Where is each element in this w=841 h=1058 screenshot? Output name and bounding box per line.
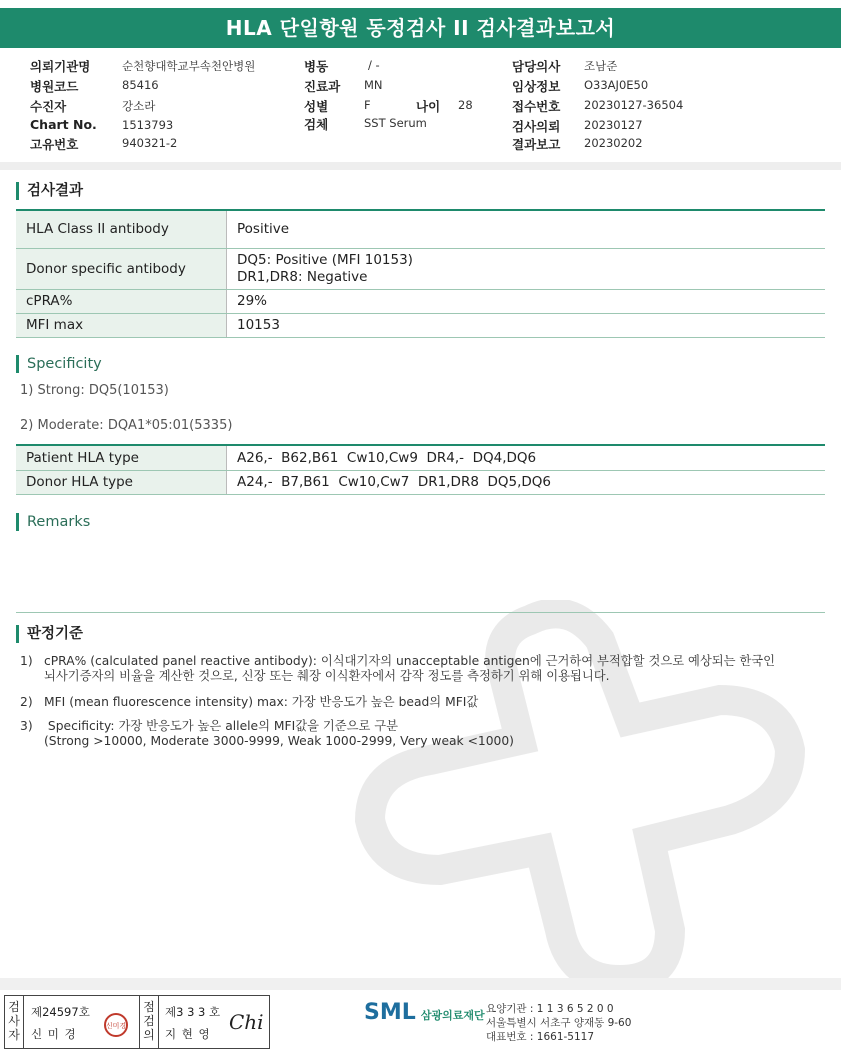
header-value: 940321-2 [122,136,178,150]
criteria-number: 1) [20,654,33,668]
table-row [16,289,825,313]
remarks-section-title: Remarks [16,513,90,531]
row-value: A24,- B7,B61 Cw10,Cw7 DR1,DR8 DQ5,DQ6 [227,470,826,494]
tester-seal-icon [103,1012,129,1038]
header-value: 20230202 [584,136,643,150]
patient-header [0,52,841,162]
header-value: F [364,98,371,112]
table-row [16,210,825,248]
criteria-number: 2) [20,695,33,709]
header-label: 병원코드 [30,79,79,94]
header-hospital-code [30,77,78,95]
table-row [16,313,825,337]
header-value: O33AJ0E50 [584,78,649,92]
row-value: A26,- B62,B61 Cw10,Cw9 DR4,- DQ4,DQ6 [227,445,826,470]
dsa-line: DR1,DR8: Negative [237,268,368,285]
header-label: 검사의뢰 [512,119,561,134]
header-label: 의뢰기관명 [30,59,91,74]
criteria-line: Specificity: 가장 반응도가 높은 allele의 MFI값을 기준으로 구분 [44,719,399,733]
header-label: 병동 [304,59,329,74]
row-label: cPRA% [16,289,227,313]
criteria-line: 뇌사기증자의 비율을 계산한 것으로, 신장 또는 췌장 이식환자에서 감작 정도를 측정하기 위해 이용됩니다. [44,669,610,683]
reviewer-name: 지 현 영 [165,1027,211,1041]
row-label: Donor HLA type [16,470,227,494]
header-label: 진료과 [304,79,341,94]
specificity-strong: 1) Strong: DQ5(10153) [20,383,169,398]
results-section-title: 검사결과 [16,182,83,200]
row-value: 29% [227,289,826,313]
header-value: / - [368,58,380,72]
criteria-number: 3) [20,719,33,733]
lab-address: 서울특별시 서초구 양재동 9-60 [486,1017,632,1029]
header-value: 85416 [122,78,159,92]
table-row [16,470,825,494]
criteria-line: (Strong >10000, Moderate 3000-9999, Weak 1000-2999, Very weak <1000) [44,734,514,748]
criteria-section-title: 판정기준 [16,625,83,643]
reviewer-label [139,996,159,1048]
criteria-item [20,654,775,684]
results-table [16,209,825,338]
header-label: 성별 [304,99,329,114]
specificity-moderate: 2) Moderate: DQA1*05:01(5335) [20,418,233,433]
report-title: HLA 단일항원 동정검사 II 검사결과보고서 [0,8,841,48]
hla-table [16,444,825,495]
row-label: Patient HLA type [16,445,227,470]
header-value: 20230127-36504 [584,98,684,112]
header-patient [30,97,66,115]
criteria-item [20,719,514,749]
tester-label-text: 검사자 [8,1000,20,1042]
tester-label [5,996,24,1048]
row-value: Positive [227,210,826,248]
header-value: SST Serum [364,116,427,130]
footer-divider [0,978,841,990]
header-label: 검체 [304,117,329,132]
criteria-line: cPRA% (calculated panel reactive antibody): 이식대기자의 unacceptable antigen에 근거하여 부적합할 것으로 예상되는 한국인 [44,654,776,668]
header-label: Chart No. [30,117,97,132]
header-value: 20230127 [584,118,643,132]
criteria-divider [16,612,825,613]
header-label: 임상정보 [512,79,561,94]
header-value: 조남준 [584,59,618,73]
header-value: 순천향대학교부속천안병원 [122,59,256,73]
header-label: 담당의사 [512,59,561,74]
foundation-name: 삼광의료재단 [420,1009,485,1022]
lab-info [486,1002,631,1044]
row-label: HLA Class II antibody [16,210,227,248]
header-label: 수진자 [30,99,67,114]
header-value: MN [364,78,383,92]
header-label: 접수번호 [512,99,561,114]
table-row [16,445,825,470]
lab-phone: 대표번호 : 1661-5117 [486,1031,595,1043]
header-label: 나이 [416,99,441,114]
tester-seal-text: 신미경 [105,1022,127,1030]
header-value: 28 [458,98,473,112]
header-hospital [30,57,90,75]
tester-name: 신 미 경 [31,1027,77,1041]
specificity-section-title: Specificity [16,355,102,373]
header-label: 결과보고 [512,137,561,152]
signature-box [4,995,270,1049]
logo-text: SML [364,1000,416,1025]
header-value: 1513793 [122,118,174,132]
tester-license: 제24597호 [31,1005,90,1019]
reviewer-signature: Chi [229,1010,264,1034]
row-value: 10153 [227,313,826,337]
row-label: Donor specific antibody [16,248,227,289]
reviewer-label-text: 점검의 [143,1000,155,1042]
sml-logo [364,1000,485,1025]
reviewer-license: 제3 3 3 호 [165,1005,221,1019]
header-unique-id [30,135,78,153]
criteria-line: MFI (mean fluorescence intensity) max: 가장 반응도가 높은 bead의 MFI값 [44,695,479,709]
criteria-item [20,695,478,710]
lab-code: 요양기관 : 1 1 3 6 5 2 0 0 [486,1003,614,1015]
table-row [16,248,825,289]
row-label: MFI max [16,313,227,337]
header-divider [0,162,841,170]
dsa-line: DQ5: Positive (MFI 10153) [237,251,413,268]
header-chart [30,117,97,132]
header-label: 고유번호 [30,137,79,152]
header-value: 강소라 [122,99,156,113]
row-value [227,248,826,289]
